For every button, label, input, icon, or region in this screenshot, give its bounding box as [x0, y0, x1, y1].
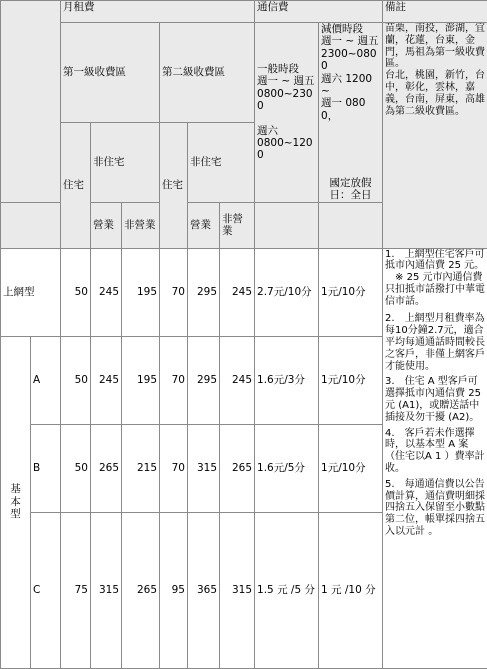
zone2-nonresidential-header: 非住宅 — [188, 122, 255, 202]
note-1: 1. 上網型住宅客戶可抵市內通信費 25 元。 — [385, 249, 485, 273]
cell-z2-bus: 365 — [188, 512, 220, 668]
cell-offpeak: 1元/10分 — [319, 424, 383, 512]
cell-z1-nonbus: 215 — [122, 424, 160, 512]
offpeak-period-header: 減價時段 週一 ~ 週五 2300~0800 週六 1200~ 週一 0800， — [319, 23, 383, 123]
peak-period-header: 一般時段 週一 ~ 週五 0800~2300 週六 0800~1200 — [255, 23, 319, 203]
note-1-sub: ※ 25 元市內通信費只扣抵市話撥打中華電信市話。 — [385, 272, 485, 307]
cell-z2-res: 70 — [160, 336, 188, 424]
cell-peak: 2.7元/10分 — [255, 248, 319, 336]
cell-z2-nonbus: 245 — [220, 336, 255, 424]
cell-offpeak: 1元/10分 — [319, 248, 383, 336]
note-4: 4. 客戶若未作選擇時，以基本型 A 案（住宅以A 1 ）費率計收。 — [385, 428, 485, 475]
cell-z1-nonbus: 195 — [122, 248, 160, 336]
cell-z2-nonbus: 245 — [220, 248, 255, 336]
note-5: 5. 每通通信費以公告價計算，通信費明細採四捨五入保留至小數點第二位，帳單採四捨五入以元計 。 — [385, 479, 485, 538]
cell-z1-nonbus: 195 — [122, 336, 160, 424]
zone1-header: 第一級收費區 — [61, 23, 160, 123]
zone2-business-header: 營業 — [188, 202, 220, 248]
notes-cell — [383, 248, 487, 668]
monthly-fee-header: 月租費 — [61, 1, 255, 23]
basic-type-label: 基 本 型 — [1, 336, 31, 668]
cell-z1-bus: 245 — [91, 248, 122, 336]
cell-z1-bus: 315 — [91, 512, 122, 668]
plan-label-a: A — [31, 336, 61, 424]
cell-z2-bus: 295 — [188, 248, 220, 336]
plan-label-b: B — [31, 424, 61, 512]
cell-peak: 1.6元/5分 — [255, 424, 319, 512]
cell-z2-res: 95 — [160, 512, 188, 668]
note-3: 3. 住宅 A 型客戶可選擇抵市內通信費 25 元 (A1)，或贈送話中插接及勿干擾 (A2)。 — [385, 376, 485, 423]
zone1-nonresidential-header: 非住宅 — [91, 122, 160, 202]
note-2: 2. 上網型月租費率為每10分鐘2.7元，適合平均每通通話時間較長之客戶，非僅上網客戶才能使用。 — [385, 313, 485, 372]
cell-z1-bus: 245 — [91, 336, 122, 424]
table-row — [1, 248, 487, 336]
cell-peak: 1.6元/3分 — [255, 336, 319, 424]
call-fee-header: 通信費 — [255, 1, 383, 23]
cell-offpeak: 1元/10分 — [319, 336, 383, 424]
cell-offpeak: 1 元 /10 分 — [319, 512, 383, 668]
corner-cell — [1, 1, 61, 203]
cell-z2-bus: 315 — [188, 424, 220, 512]
cell-z2-bus: 295 — [188, 336, 220, 424]
zone2-header: 第二級收費區 — [160, 23, 255, 123]
peak-spacer — [255, 202, 319, 248]
zone1-residential-header: 住宅 — [61, 122, 91, 248]
plan-label-c: C — [31, 512, 61, 668]
header-spacer — [1, 202, 61, 248]
zone1-nonbusiness-header: 非營業 — [122, 202, 160, 248]
zone2-nonbusiness-header: 非營業 — [220, 202, 255, 248]
holiday-header: 國定放假 日：全日 — [319, 122, 383, 202]
zone-note: 苗栗，南投，澎湖，宜蘭，花蓮，台東，金門，馬祖為第一級收費區。 台北，桃園，新竹，台中，彰化，雲林，嘉義，台南，屏東，高雄為第二級收費區。 — [383, 23, 487, 249]
cell-z1-bus: 265 — [91, 424, 122, 512]
zone1-business-header: 營業 — [91, 202, 122, 248]
cell-z1-res: 50 — [61, 336, 91, 424]
offpeak-spacer — [319, 202, 383, 248]
cell-z1-nonbus: 265 — [122, 512, 160, 668]
cell-z1-res: 50 — [61, 248, 91, 336]
plan-label-internet: 上網型 — [1, 248, 61, 336]
remarks-header: 備註 — [383, 1, 487, 23]
cell-peak: 1.5 元 /5 分 — [255, 512, 319, 668]
cell-z2-nonbus: 315 — [220, 512, 255, 668]
cell-z2-nonbus: 265 — [220, 424, 255, 512]
cell-z2-res: 70 — [160, 248, 188, 336]
cell-z1-res: 50 — [61, 424, 91, 512]
cell-z1-res: 75 — [61, 512, 91, 668]
zone2-residential-header: 住宅 — [160, 122, 188, 248]
cell-z2-res: 70 — [160, 424, 188, 512]
